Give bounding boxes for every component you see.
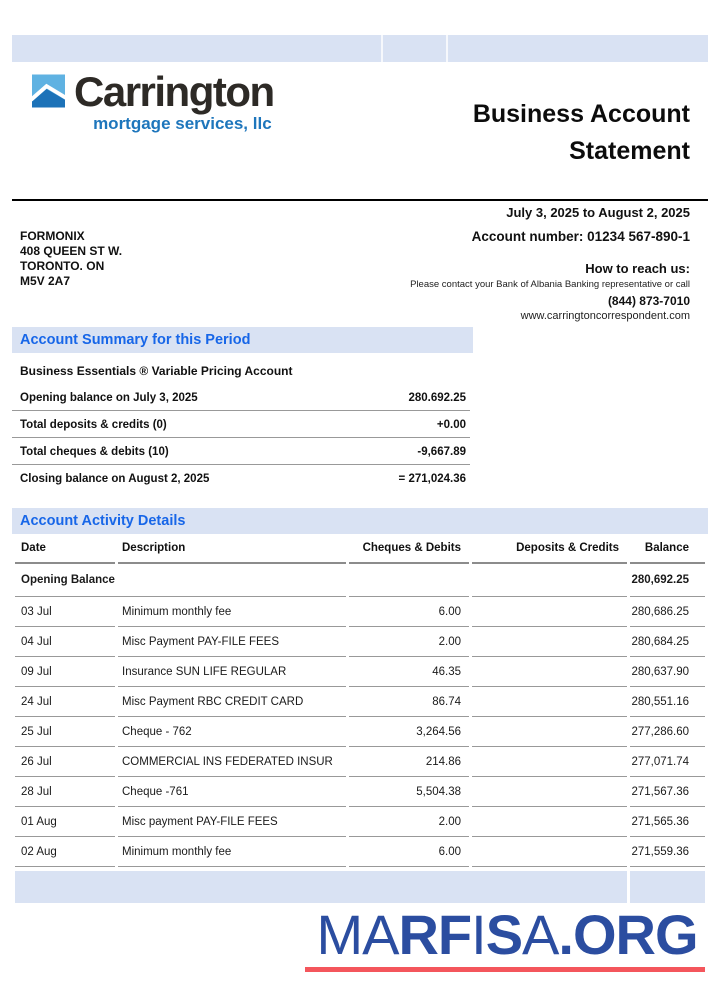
activity-section-heading: Account Activity Details [12, 508, 708, 534]
table-row [15, 657, 705, 687]
recipient-postal: M5V 2A7 [20, 274, 71, 288]
watermark-segment: S [485, 903, 523, 966]
contact-block [410, 229, 690, 322]
cell-credit [472, 627, 627, 657]
watermark-segment: .ORG [558, 903, 698, 966]
cell-description: Cheque -761 [118, 777, 346, 807]
cell-date: 02 Aug [15, 837, 115, 867]
cell-balance: 280,684.25 [630, 627, 705, 657]
column-header-balance: Balance [630, 538, 705, 564]
cell-date: 01 Aug [15, 807, 115, 837]
summary-table [12, 388, 470, 491]
reach-us-text: Please contact your Bank of Albania Banking representative or call [410, 279, 690, 290]
contact-phone: (844) 873-7010 [607, 294, 690, 308]
logo-tagline: mortgage services, llc [93, 114, 272, 133]
top-decorative-bar [12, 35, 708, 62]
watermark-segment: I [471, 903, 486, 966]
cell-balance: 271,565.36 [630, 807, 705, 837]
cell-date: 03 Jul [15, 597, 115, 627]
summary-row-opening [12, 388, 470, 411]
opening-balance-value: 280,692.25 [630, 564, 705, 597]
table-footer-bar [15, 867, 705, 903]
table-row [15, 597, 705, 627]
document-title-line2: Statement [569, 137, 690, 165]
cell-description: Misc Payment RBC CREDIT CARD [118, 687, 346, 717]
cell-debit: 86.74 [349, 687, 469, 717]
cell-balance: 280,551.16 [630, 687, 705, 717]
cell-credit [472, 807, 627, 837]
watermark-segment: MA [316, 903, 399, 966]
opening-balance-label: Opening Balance [15, 564, 346, 597]
recipient-name: FORMONIX [20, 229, 85, 243]
table-row [15, 687, 705, 717]
cell-description: Minimum monthly fee [118, 597, 346, 627]
summary-row-closing [12, 465, 470, 491]
summary-row-cheques [12, 438, 470, 465]
summary-row-label: Total cheques & debits (10) [20, 446, 169, 458]
table-row [15, 777, 705, 807]
cell-credit [472, 837, 627, 867]
bar-divider [381, 35, 383, 62]
watermark-underline [305, 967, 705, 972]
carrington-logo-icon [32, 74, 65, 108]
cell-debit: 6.00 [349, 597, 469, 627]
cell-date: 04 Jul [15, 627, 115, 657]
activity-header-row [15, 538, 705, 564]
product-name: Business Essentials ® Variable Pricing Account [20, 364, 293, 378]
cell-description: Insurance SUN LIFE REGULAR [118, 657, 346, 687]
watermark-segment: A [522, 903, 559, 966]
reach-us-heading: How to reach us: [585, 261, 690, 276]
summary-row-value: = 271,024.36 [398, 473, 466, 485]
header-divider-line [12, 199, 708, 201]
recipient-street: 408 QUEEN ST W. [20, 244, 123, 258]
cell-description: Minimum monthly fee [118, 837, 346, 867]
cell-description: COMMERCIAL INS FEDERATED INSUR [118, 747, 346, 777]
cell-date: 25 Jul [15, 717, 115, 747]
cell-date: 28 Jul [15, 777, 115, 807]
table-row [15, 717, 705, 747]
cell-credit [472, 687, 627, 717]
cell-date: 24 Jul [15, 687, 115, 717]
logo-text [74, 68, 274, 134]
recipient-address [20, 229, 122, 289]
column-header-date: Date [15, 538, 115, 564]
logo-wordmark: Carrington [74, 68, 274, 115]
cell-balance: 271,559.36 [630, 837, 705, 867]
recipient-city: TORONTO. ON [20, 259, 105, 273]
column-header-debits: Cheques & Debits [349, 538, 469, 564]
cell-description: Cheque - 762 [118, 717, 346, 747]
watermark-text [305, 903, 709, 966]
column-header-credits: Deposits & Credits [472, 538, 627, 564]
statement-period: July 3, 2025 to August 2, 2025 [506, 205, 690, 220]
table-row [15, 837, 705, 867]
marfisa-watermark [305, 903, 709, 972]
cell-balance: 277,286.60 [630, 717, 705, 747]
summary-row-deposits [12, 411, 470, 438]
cell-debit: 6.00 [349, 837, 469, 867]
summary-row-label: Total deposits & credits (0) [20, 419, 167, 431]
watermark-segment: RF [398, 903, 472, 966]
cell-balance: 277,071.74 [630, 747, 705, 777]
cell-date: 09 Jul [15, 657, 115, 687]
opening-balance-row [15, 564, 705, 597]
account-number: Account number: 01234 567-890-1 [471, 229, 690, 244]
document-title [473, 96, 690, 170]
cell-credit [472, 777, 627, 807]
cell-date: 26 Jul [15, 747, 115, 777]
cell-debit: 2.00 [349, 627, 469, 657]
table-row [15, 807, 705, 837]
cell-credit [472, 597, 627, 627]
cell-credit [472, 747, 627, 777]
carrington-logo [32, 68, 274, 134]
contact-website: www.carringtoncorrespondent.com [520, 310, 690, 322]
cell-debit: 214.86 [349, 747, 469, 777]
bar-divider [446, 35, 448, 62]
cell-description: Misc Payment PAY-FILE FEES [118, 627, 346, 657]
cell-debit: 3,264.56 [349, 717, 469, 747]
summary-row-label: Opening balance on July 3, 2025 [20, 392, 198, 404]
document-title-line1: Business Account [472, 100, 690, 128]
cell-balance: 280,686.25 [630, 597, 705, 627]
cell-credit [472, 717, 627, 747]
activity-table [12, 538, 708, 903]
cell-debit: 2.00 [349, 807, 469, 837]
summary-row-value: -9,667.89 [417, 446, 466, 458]
cell-balance: 271,567.36 [630, 777, 705, 807]
cell-credit [472, 657, 627, 687]
cell-debit: 46.35 [349, 657, 469, 687]
table-row [15, 627, 705, 657]
table-row [15, 747, 705, 777]
summary-row-value: +0.00 [436, 419, 466, 431]
cell-debit: 5,504.38 [349, 777, 469, 807]
cell-balance: 280,637.90 [630, 657, 705, 687]
column-header-description: Description [118, 538, 346, 564]
summary-section-heading: Account Summary for this Period [12, 327, 473, 353]
cell-description: Misc payment PAY-FILE FEES [118, 807, 346, 837]
summary-row-label: Closing balance on August 2, 2025 [20, 473, 210, 485]
summary-row-value: 280.692.25 [408, 392, 466, 404]
